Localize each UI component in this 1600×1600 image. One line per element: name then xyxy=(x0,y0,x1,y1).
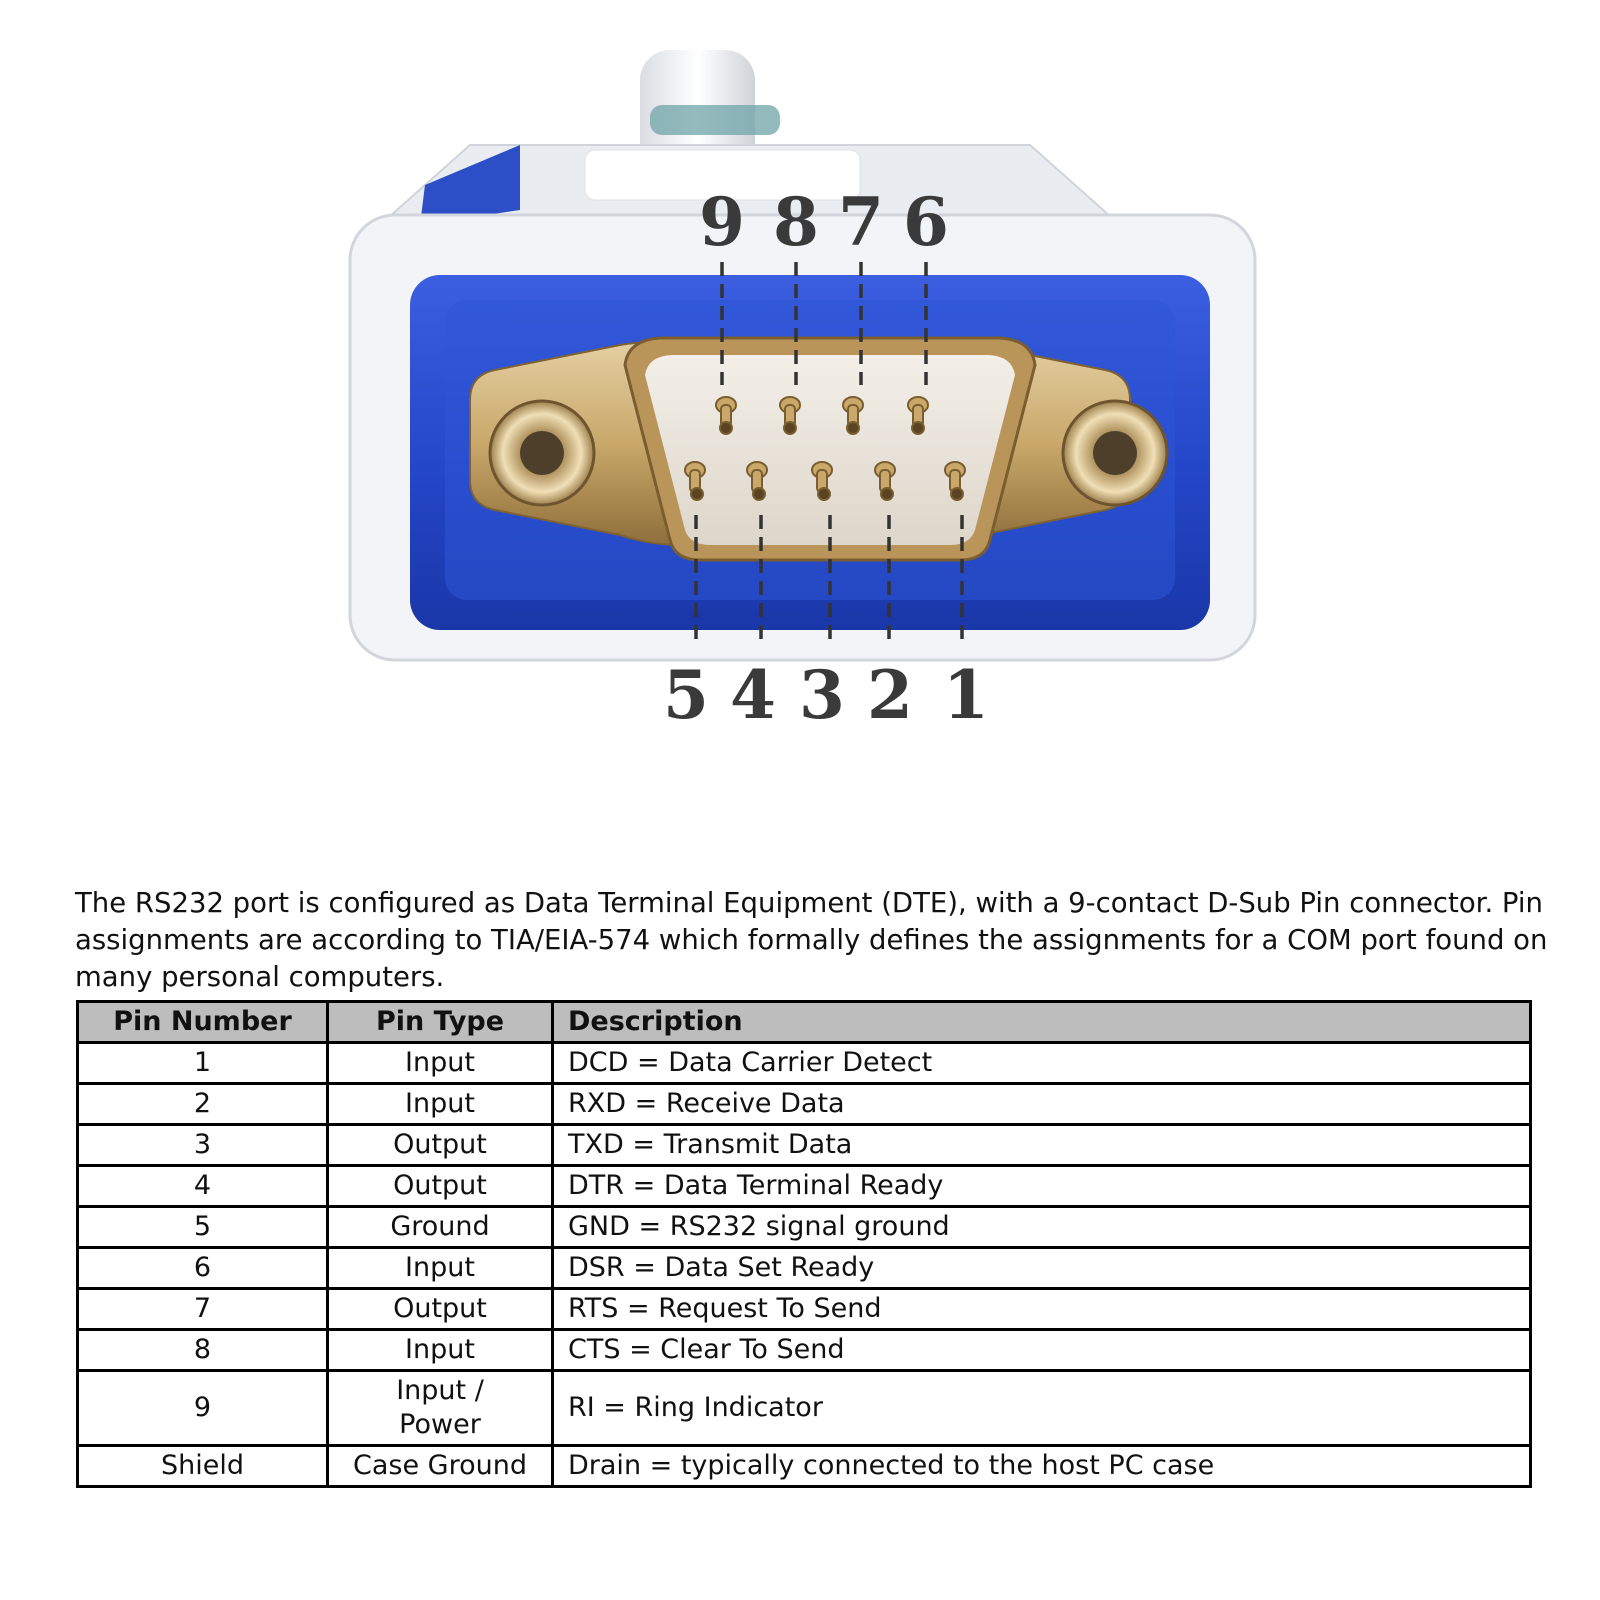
cell-description: RTS = Request To Send xyxy=(553,1289,1531,1330)
cell-description: RXD = Receive Data xyxy=(553,1084,1531,1125)
cell-description: TXD = Transmit Data xyxy=(553,1125,1531,1166)
cell-type: Input xyxy=(328,1248,553,1289)
db9-connector-figure xyxy=(0,0,1600,760)
intro-text: The RS232 port is configured as Data Terminal Equipment (DTE), with a 9-contact D-Sub Pin connector. Pin assignments are according to TIA/EIA-574 which formally defines the assignments for a COM port found on many personal computers. xyxy=(75,887,1548,993)
table-row xyxy=(78,1166,1531,1207)
cell-pin: 8 xyxy=(78,1330,328,1371)
cell-pin: 5 xyxy=(78,1207,328,1248)
pin-label-1: 1 xyxy=(943,656,989,734)
pin-label-7: 7 xyxy=(838,183,884,261)
table-row xyxy=(78,1371,1531,1446)
cell-description: GND = RS232 signal ground xyxy=(553,1207,1531,1248)
table-row xyxy=(78,1084,1531,1125)
cell-type: Input xyxy=(328,1330,553,1371)
cell-description: RI = Ring Indicator xyxy=(553,1371,1531,1446)
cell-pin: Shield xyxy=(78,1446,328,1487)
cell-description: CTS = Clear To Send xyxy=(553,1330,1531,1371)
cell-type: Case Ground xyxy=(328,1446,553,1487)
pin-label-9: 9 xyxy=(699,183,745,261)
cell-pin: 6 xyxy=(78,1248,328,1289)
screw-left xyxy=(490,401,594,505)
cell-pin: 4 xyxy=(78,1166,328,1207)
cell-type: Input xyxy=(328,1043,553,1084)
cell-type: Output xyxy=(328,1125,553,1166)
cell-pin: 1 xyxy=(78,1043,328,1084)
cell-type: Input / Power xyxy=(328,1371,553,1446)
table-row xyxy=(78,1043,1531,1084)
cell-pin: 2 xyxy=(78,1084,328,1125)
cell-type: Input xyxy=(328,1084,553,1125)
cell-description: DSR = Data Set Ready xyxy=(553,1248,1531,1289)
table-row xyxy=(78,1289,1531,1330)
pin-label-5: 5 xyxy=(663,656,709,734)
pin-assignment-table xyxy=(76,1000,1532,1488)
cell-pin: 3 xyxy=(78,1125,328,1166)
pin-label-4: 4 xyxy=(730,656,776,734)
pin-label-8: 8 xyxy=(773,183,819,261)
bottom-pin-labels xyxy=(663,656,989,734)
header-pin-type: Pin Type xyxy=(328,1002,553,1043)
cell-description: DTR = Data Terminal Ready xyxy=(553,1166,1531,1207)
intro-paragraph xyxy=(75,885,1555,996)
cell-type: Output xyxy=(328,1289,553,1330)
table-row xyxy=(78,1125,1531,1166)
screw-right xyxy=(1063,401,1167,505)
pin-label-2: 2 xyxy=(867,656,913,734)
table-row xyxy=(78,1330,1531,1371)
header-pin-number: Pin Number xyxy=(78,1002,328,1043)
cell-type: Output xyxy=(328,1166,553,1207)
cell-pin: 7 xyxy=(78,1289,328,1330)
pin-label-6: 6 xyxy=(903,183,949,261)
cell-type: Ground xyxy=(328,1207,553,1248)
pin-label-3: 3 xyxy=(799,656,845,734)
table-header-row xyxy=(78,1002,1531,1043)
cell-description: Drain = typically connected to the host PC case xyxy=(553,1446,1531,1487)
cell-pin: 9 xyxy=(78,1371,328,1446)
table-row xyxy=(78,1248,1531,1289)
housing-top xyxy=(380,145,1120,225)
table-row xyxy=(78,1446,1531,1487)
cell-description: DCD = Data Carrier Detect xyxy=(553,1043,1531,1084)
header-description: Description xyxy=(553,1002,1531,1043)
table-row xyxy=(78,1207,1531,1248)
